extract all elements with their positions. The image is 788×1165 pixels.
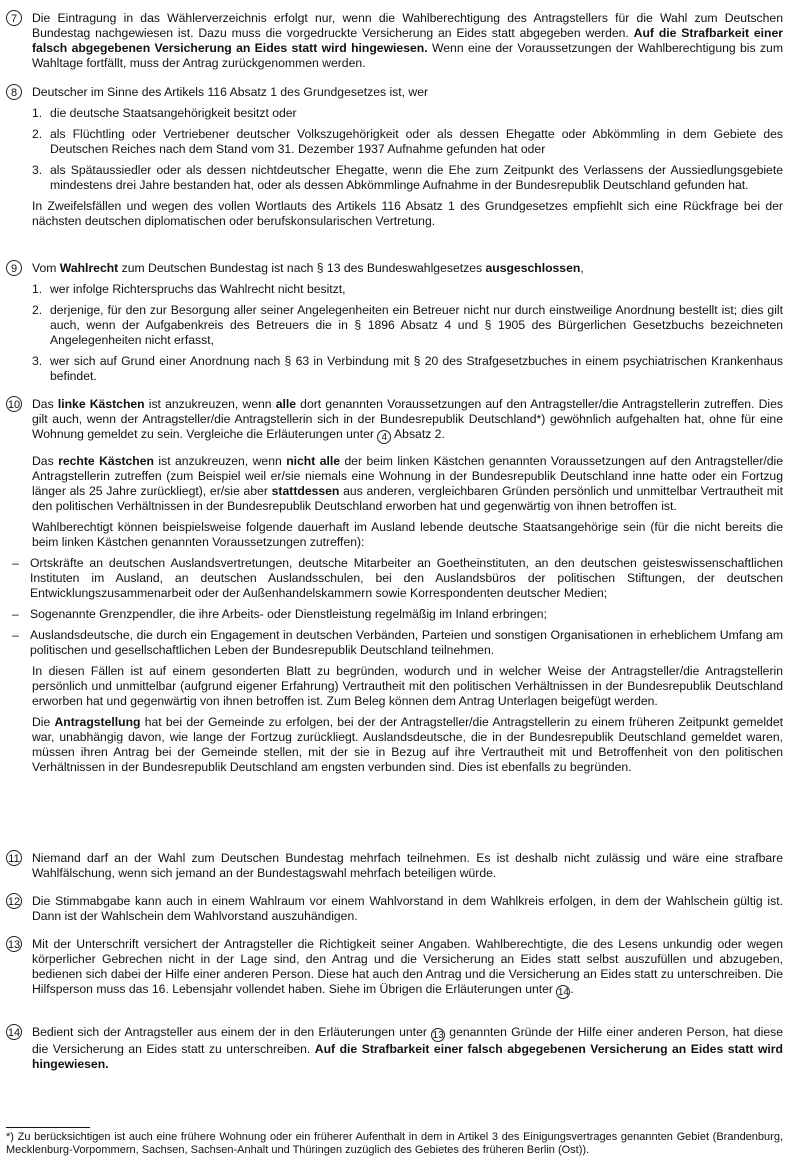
section-number: 9 (6, 260, 22, 276)
paragraph: In Zweifelsfällen und wegen des vollen Wortlauts des Artikels 116 Absatz 1 des Grundgesetzes empfiehlt sich eine Rückfrage bei der nächsten deutschen diplomatischen oder berufskonsularischen Vertretung. (32, 199, 783, 228)
section-number: 13 (6, 936, 22, 952)
section-number: 11 (6, 850, 22, 866)
paragraph: Niemand darf an der Wahl zum Deutschen Bundestag mehrfach teilnehmen. Es ist deshalb nicht zulässig und wäre eine strafbare Wahlfälschung, wenn sich jemand an der Bundestagswahl mehrfach beteiligen würde. (32, 851, 783, 880)
section-number: 12 (6, 893, 22, 909)
section-number: 7 (6, 10, 22, 26)
reference-number: 4 (377, 430, 391, 444)
reference-number: 14 (557, 987, 569, 998)
list-item: 3. wer sich auf Grund einer Anordnung nach § 63 in Verbindung mit § 20 des Strafgesetzbuches in einem psychiatrischen Krankenhaus befindet. (32, 354, 783, 383)
paragraph: Deutscher im Sinne des Artikels 116 Absatz 1 des Grundgesetzes ist, wer (32, 85, 429, 99)
list-item: 2. als Flüchtling oder Vertriebener deutscher Volkszugehörigkeit oder als dessen Ehegatte oder Abkömmling in dem Gebiete des Deutschen Reiches nach dem Stand vom 31. Dezember 1937 Aufnahme gefunden hat oder (32, 127, 783, 156)
list-item: – Sogenannte Grenzpendler, die ihre Arbeits- oder Dienstleistung regelmäßig im Inland erbringen; (12, 607, 547, 621)
numbered-list (32, 106, 783, 193)
section-7 (6, 11, 783, 77)
paragraph: Das rechte Kästchen ist anzukreuzen, wenn nicht alle der beim linken Kästchen genannten Voraussetzungen auf den Antragsteller/die Antragstellerin zutreffen (zum Beispiel weil er/sie niemals eine Wohnung in der Bundesrepublik Deutschland inne hatte oder ein Fortzug länger als 25 Jahre zurückliegt), er/sie aber stattdessen aus anderen, vergleichbaren Gründen persönlich und unmittelbar Vertrautheit mit den politischen Verhältnissen in der Bundesrepublik Deutschland erworben hat und gegenwärtig von ihnen betroffen ist. (32, 454, 784, 513)
section-10 (6, 397, 783, 781)
section-number: 14 (6, 1024, 22, 1040)
list-item: – Ortskräfte an deutschen Auslandsvertretungen, deutsche Mitarbeiter an Goetheinstituten, an den deutschen geisteswissenschaftlichen Instituten im Ausland, an deutschen Auslandsschulen, bei den Auslandsbüros der politischen Stiftungen, der deutschen Entwicklungszusammenarbeit oder der Außenhandelskammern sowie Korrespondenten deutscher Medien; (12, 556, 783, 600)
section-9 (6, 261, 783, 390)
section-12 (6, 894, 783, 930)
paragraph: Die Eintragung in das Wählerverzeichnis erfolgt nur, wenn die Wahlberechtigung des Antragstellers für die Wahl zum Deutschen Bundestag nachgewiesen ist. Dazu muss die vorgedruckte Versicherung an Eides statt abgegeben werden. Auf die Strafbarkeit einer falsch abgegebenen Versicherung an Eides statt wird hingewiesen. Wenn eine der Voraussetzungen der Wahlberechtigung bis zum Wahltage fortfällt, muss der Antrag zurückgenommen werden. (32, 11, 783, 70)
numbered-list (32, 282, 783, 384)
paragraph: Bedient sich der Antragsteller aus einem der in den Erläuterungen unter 13 genannten Gründe der Hilfe einer anderen Person, hat diese die Versicherung an Eides statt zu unterschreiben. Auf die Strafbarkeit einer falsch abgegebenen Versicherung an Eides statt wird hingewiesen. (32, 1025, 783, 1071)
reference-number: 13 (432, 1030, 444, 1041)
paragraph: Vom Wahlrecht zum Deutschen Bundestag ist nach § 13 des Bundeswahlgesetzes ausgeschlossen, (32, 261, 584, 275)
footnote: *) Zu berücksichtigen ist auch eine frühere Wohnung oder ein früherer Aufenthalt in dem in Artikel 3 des Einigungsvertrages genannten Gebiet (Brandenburg, Mecklenburg-Vorpommern, Sachsen, Sachsen-Anhalt und Thüringen zuzüglich des Gebietes des früheren Berlin (Ost)). (6, 1131, 783, 1156)
list-item: 2. derjenige, für den zur Besorgung aller seiner Angelegenheiten ein Betreuer nicht nur durch einstweilige Anordnung bestellt ist; dies gilt auch, wenn der Aufgabenkreis des Betreuers die in § 1896 Absatz 4 und § 1905 des Bürgerlichen Gesetzbuchs bezeichneten Angelegenheiten nicht erfasst, (32, 303, 783, 347)
paragraph: Die Antragstellung hat bei der Gemeinde zu erfolgen, bei der der Antragsteller/die Antragstellerin zu einem früheren Zeitpunkt gemeldet war, unabhängig davon, wie lange der Fortzug zurückliegt. Auslandsdeutsche, die in der Bundesrepublik Deutschland gemeldet waren, müssen ihren Antrag bei der Gemeinde stellen, mit der sie in Bezug auf ihre Vertrautheit mit und Betroffenheit von den politischen Verhältnissen in der Bundesrepublik Deutschland am engsten verbunden sind. Dies ist ebenfalls zu begründen. (32, 715, 783, 774)
paragraph: Die Stimmabgabe kann auch in einem Wahlraum vor einem Wahlvorstand in dem Wahlkreis erfolgen, in dem der Wahlschein gültig ist. Dann ist der Wahlschein dem Wahlvorstand auszuhändigen. (32, 894, 783, 923)
list-item: 1. die deutsche Staatsangehörigkeit besitzt oder (32, 106, 297, 120)
section-number: 10 (6, 396, 22, 412)
section-14 (6, 1025, 783, 1078)
section-11 (6, 851, 783, 887)
paragraph: Mit der Unterschrift versichert der Antragsteller die Richtigkeit seiner Angaben. Wahlberechtigte, die des Lesens unkundig oder wegen körperlicher Gebrechen nicht in der Lage sind, den Antrag und die Versicherung an Eides statt selbst auszufüllen und abzugeben, bedienen sich dabei der Hilfe einer anderen Person. Diese hat auch den Antrag und die Versicherung an Eides statt zu unterschreiben. Die Hilfsperson muss das 16. Lebensjahr vollendet haben. Siehe im Übrigen die Erläuterungen unter 14. (32, 937, 783, 998)
list-item: 1. wer infolge Richterspruchs das Wahlrecht nicht besitzt, (32, 282, 346, 296)
section-8 (6, 85, 783, 235)
paragraph: Wahlberechtigt können beispielsweise folgende dauerhaft im Ausland lebende deutsche Staatsangehörige sein (für die nicht bereits die beim linken Kästchen genannten Voraussetzungen zutreffen): (32, 520, 783, 549)
paragraph: In diesen Fällen ist auf einem gesonderten Blatt zu begründen, wodurch und in welcher Weise der Antragsteller/die Antragstellerin persönlich und unmittelbar (aufgrund eigener Erfahrung) Vertrautheit mit den politischen Verhältnissen in der Bundesrepublik Deutschland erworben hat und gegenwärtig von ihnen betroffen ist. Zum Beleg können dem Antrag Unterlagen beigefügt werden. (32, 664, 783, 708)
list-item: – Auslandsdeutsche, die durch ein Engagement in deutschen Verbänden, Parteien und sonstigen Organisationen in erheblichem Umfang am politischen und gesellschaftlichen Leben der Bundesrepublik Deutschland teilnehmen. (12, 628, 783, 657)
section-13 (6, 937, 783, 1005)
list-item: 3. als Spätaussiedler oder als dessen nichtdeutscher Ehegatte, wenn die Ehe zum Zeitpunkt des Verlassens der Aussiedlungsgebiete mindestens drei Jahre bestanden hat, oder als dessen Abkömmlinge Aufnahme in der Bundesrepublik Deutschland gefunden hat. (32, 163, 783, 192)
section-number: 8 (6, 84, 22, 100)
footnote-divider (6, 1127, 90, 1128)
paragraph: Das linke Kästchen ist anzukreuzen, wenn alle dort genannten Voraussetzungen auf den Antragsteller/die Antragstellerin zutreffen. Dies gilt auch, wenn der Antragsteller/die Antragstellerin sich in der Bundesrepublik Deutschland*) gewöhnlich aufgehalten hat, ohne für eine Wohnung gemeldet zu sein. Vergleiche die Erläuterungen unter 4 Absatz 2. (32, 397, 783, 443)
dash-list (12, 556, 783, 658)
